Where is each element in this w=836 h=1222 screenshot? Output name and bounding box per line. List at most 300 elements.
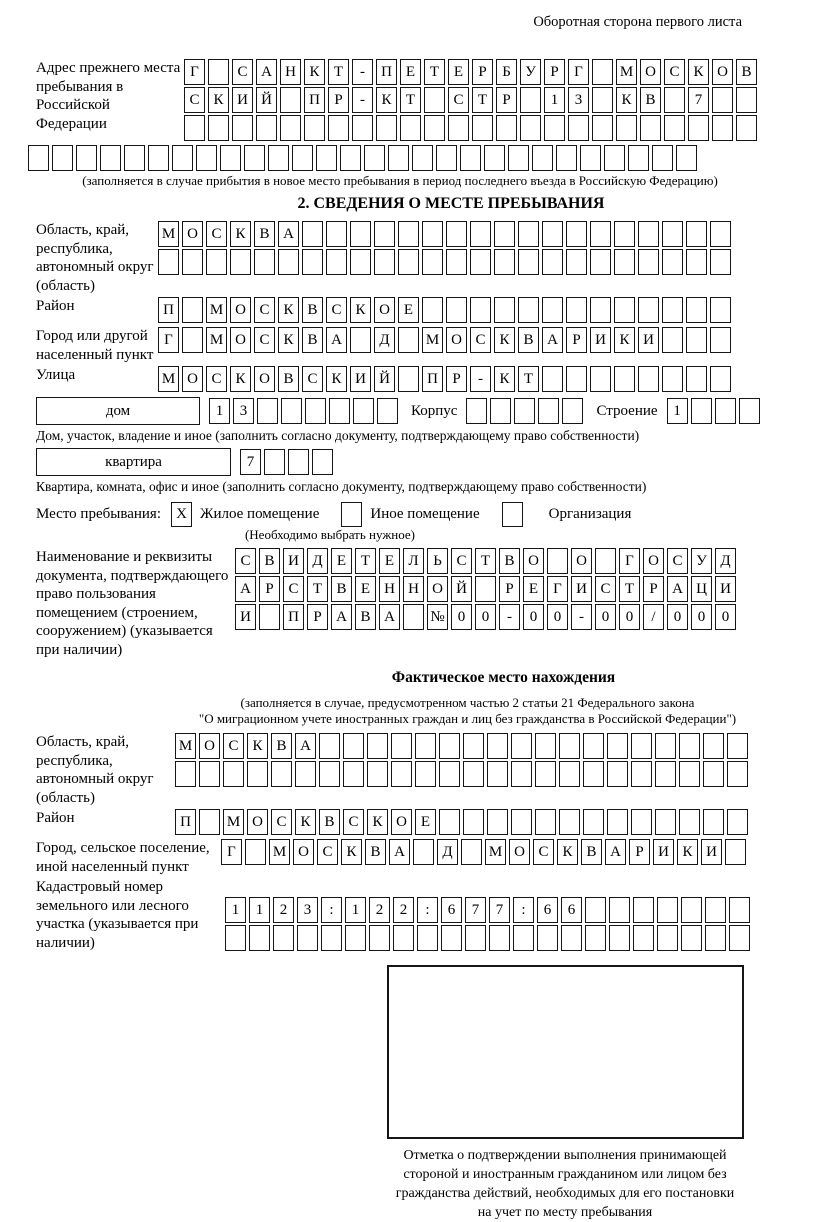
char-cell	[686, 327, 707, 353]
char-cell	[264, 449, 285, 475]
char-cell: М	[223, 809, 244, 835]
residential-label: Жилое помещение	[200, 506, 320, 522]
char-cell	[686, 297, 707, 323]
char-cell: 7	[489, 897, 510, 923]
char-cell: 1	[544, 87, 565, 113]
char-cell: 1	[345, 897, 366, 923]
char-cell: О	[643, 548, 664, 574]
char-cell	[590, 366, 611, 392]
street-group	[36, 366, 800, 394]
char-cell	[727, 733, 748, 759]
char-cell	[514, 398, 535, 424]
house-note: Дом, участок, владение и иное (заполнить согласно документу, подтверждающему право собственности)	[36, 428, 640, 443]
char-cell	[592, 115, 613, 141]
char-cell: 6	[441, 897, 462, 923]
char-cell: Б	[496, 59, 517, 85]
char-cell: М	[206, 297, 227, 323]
char-cell	[710, 221, 731, 247]
char-cell	[470, 221, 491, 247]
char-cell: О	[293, 839, 314, 865]
char-cell: Е	[379, 548, 400, 574]
char-cell: Е	[331, 548, 352, 574]
char-cell	[559, 809, 580, 835]
char-cell	[326, 221, 347, 247]
char-cell	[182, 327, 203, 353]
char-cell	[607, 733, 628, 759]
char-cell	[319, 733, 340, 759]
char-cell	[703, 733, 724, 759]
char-cell	[712, 87, 733, 113]
char-cell: М	[158, 366, 179, 392]
char-cell	[566, 297, 587, 323]
char-cell	[518, 221, 539, 247]
char-cell: С	[533, 839, 554, 865]
previous-address-label: Адрес прежнего места пребывания в Российской Федерации	[36, 60, 181, 132]
char-cell: У	[691, 548, 712, 574]
char-cell	[604, 145, 625, 171]
char-cell	[631, 809, 652, 835]
char-cell	[417, 925, 438, 951]
char-cell	[511, 761, 532, 787]
stamp-caption-line-1: Отметка о подтверждении выполнения принимающей	[403, 1148, 727, 1163]
char-cell	[369, 925, 390, 951]
char-cell	[312, 449, 333, 475]
actual-district-row	[175, 809, 751, 836]
char-cell	[461, 839, 482, 865]
previous-address-row-4	[28, 145, 800, 172]
actual-city-row	[221, 839, 749, 866]
cadastral-row-1	[225, 897, 753, 924]
char-cell	[225, 925, 246, 951]
char-cell	[466, 398, 487, 424]
char-cell: П	[304, 87, 325, 113]
char-cell: В	[319, 809, 340, 835]
char-cell	[271, 761, 292, 787]
char-cell: В	[259, 548, 280, 574]
char-cell	[470, 297, 491, 323]
char-cell	[640, 115, 661, 141]
char-cell	[655, 761, 676, 787]
char-cell: Д	[715, 548, 736, 574]
char-cell	[393, 925, 414, 951]
char-cell: 0	[715, 604, 736, 630]
char-cell: К	[688, 59, 709, 85]
char-cell	[256, 115, 277, 141]
char-cell	[304, 115, 325, 141]
char-cell	[585, 897, 606, 923]
char-cell	[388, 145, 409, 171]
char-cell: К	[557, 839, 578, 865]
char-cell	[487, 761, 508, 787]
char-cell	[326, 249, 347, 275]
page-side-note: Оборотная сторона первого листа	[533, 14, 742, 30]
house-number-cells	[209, 398, 401, 425]
district-label: Район	[36, 298, 75, 314]
char-cell: Е	[400, 59, 421, 85]
char-cell	[208, 115, 229, 141]
char-cell	[568, 115, 589, 141]
char-cell	[518, 249, 539, 275]
char-cell: К	[614, 327, 635, 353]
other-premises-label: Иное помещение	[370, 506, 480, 522]
char-cell	[614, 249, 635, 275]
document-cells	[235, 548, 739, 632]
char-cell: 1	[249, 897, 270, 923]
previous-address-row-1	[184, 59, 760, 86]
char-cell	[345, 925, 366, 951]
char-cell: В	[640, 87, 661, 113]
char-cell	[556, 145, 577, 171]
char-cell	[607, 761, 628, 787]
char-cell	[518, 297, 539, 323]
residential-checkbox: X	[171, 502, 192, 527]
char-cell: О	[254, 366, 275, 392]
char-cell	[547, 548, 568, 574]
char-cell: 7	[465, 897, 486, 923]
char-cell	[439, 809, 460, 835]
char-cell: О	[712, 59, 733, 85]
char-cell	[681, 925, 702, 951]
char-cell: О	[182, 366, 203, 392]
char-cell: Е	[398, 297, 419, 323]
char-cell: В	[499, 548, 520, 574]
organization-label: Организация	[548, 506, 632, 522]
char-cell	[340, 145, 361, 171]
char-cell	[377, 398, 398, 424]
char-cell: М	[158, 221, 179, 247]
char-cell	[321, 925, 342, 951]
previous-address-group	[36, 59, 800, 143]
char-cell	[710, 366, 731, 392]
char-cell: Н	[280, 59, 301, 85]
char-cell	[562, 398, 583, 424]
char-cell: О	[230, 297, 251, 323]
char-cell: 0	[475, 604, 496, 630]
char-cell: В	[331, 576, 352, 602]
char-cell: :	[417, 897, 438, 923]
char-cell	[400, 115, 421, 141]
char-cell	[172, 145, 193, 171]
char-cell	[148, 145, 169, 171]
char-cell	[614, 366, 635, 392]
char-cell: С	[283, 576, 304, 602]
char-cell: -	[352, 59, 373, 85]
char-cell: Г	[568, 59, 589, 85]
char-cell: Г	[619, 548, 640, 574]
char-cell	[508, 145, 529, 171]
char-cell	[415, 733, 436, 759]
street-row	[158, 366, 734, 393]
char-cell	[535, 733, 556, 759]
char-cell: Т	[475, 548, 496, 574]
char-cell	[350, 249, 371, 275]
char-cell	[664, 115, 685, 141]
street-label: Улица	[36, 367, 76, 383]
char-cell	[662, 221, 683, 247]
char-cell: С	[184, 87, 205, 113]
char-cell	[494, 297, 515, 323]
char-cell: А	[331, 604, 352, 630]
char-cell	[715, 398, 736, 424]
char-cell: Й	[374, 366, 395, 392]
char-cell	[463, 733, 484, 759]
char-cell: М	[206, 327, 227, 353]
char-cell	[712, 115, 733, 141]
char-cell	[590, 249, 611, 275]
region-label: Область, край, республика, автономный округ (область)	[36, 222, 154, 294]
char-cell	[280, 87, 301, 113]
char-cell	[705, 925, 726, 951]
char-cell	[739, 398, 760, 424]
char-cell	[585, 925, 606, 951]
char-cell	[566, 249, 587, 275]
char-cell	[736, 87, 757, 113]
char-cell	[676, 145, 697, 171]
char-cell	[487, 733, 508, 759]
char-cell: Р	[643, 576, 664, 602]
char-cell: 0	[691, 604, 712, 630]
char-cell	[628, 145, 649, 171]
char-cell	[657, 925, 678, 951]
char-cell	[686, 249, 707, 275]
char-cell: А	[389, 839, 410, 865]
char-cell: Ц	[691, 576, 712, 602]
char-cell: Г	[547, 576, 568, 602]
char-cell: 2	[273, 897, 294, 923]
char-cell: Н	[379, 576, 400, 602]
char-cell: Е	[523, 576, 544, 602]
char-cell: :	[513, 897, 534, 923]
char-cell	[398, 221, 419, 247]
stamp-caption-line-4: на учет по месту пребывания	[477, 1205, 653, 1220]
cadastral-row-2	[225, 925, 753, 952]
char-cell: 0	[451, 604, 472, 630]
char-cell: С	[317, 839, 338, 865]
char-cell: 2	[369, 897, 390, 923]
char-cell: Г	[184, 59, 205, 85]
char-cell	[403, 604, 424, 630]
char-cell: К	[616, 87, 637, 113]
city-row	[158, 327, 734, 354]
char-cell	[679, 761, 700, 787]
char-cell: О	[182, 221, 203, 247]
char-cell	[460, 145, 481, 171]
previous-address-row-3	[184, 115, 760, 142]
char-cell: Т	[424, 59, 445, 85]
char-cell	[158, 249, 179, 275]
char-cell: -	[470, 366, 491, 392]
char-cell: М	[422, 327, 443, 353]
char-cell	[559, 761, 580, 787]
char-cell: 0	[595, 604, 616, 630]
char-cell: В	[302, 297, 323, 323]
char-cell	[391, 761, 412, 787]
char-cell: А	[605, 839, 626, 865]
document-row-1	[235, 548, 739, 575]
char-cell	[254, 249, 275, 275]
char-cell	[52, 145, 73, 171]
char-cell: А	[235, 576, 256, 602]
char-cell: Р	[328, 87, 349, 113]
actual-city-group	[36, 839, 800, 876]
char-cell	[175, 761, 196, 787]
char-cell	[657, 897, 678, 923]
char-cell: П	[175, 809, 196, 835]
char-cell	[542, 221, 563, 247]
char-cell	[232, 115, 253, 141]
char-cell: О	[427, 576, 448, 602]
region-row-1	[158, 221, 734, 248]
confirmation-stamp-area	[350, 965, 780, 1222]
char-cell	[124, 145, 145, 171]
char-cell	[367, 733, 388, 759]
char-cell	[412, 145, 433, 171]
char-cell	[681, 897, 702, 923]
char-cell	[208, 59, 229, 85]
stroenie-cells	[667, 398, 763, 425]
char-cell: К	[494, 366, 515, 392]
char-cell	[463, 809, 484, 835]
char-cell: К	[677, 839, 698, 865]
char-cell: С	[451, 548, 472, 574]
char-cell	[688, 115, 709, 141]
char-cell	[607, 809, 628, 835]
char-cell: О	[391, 809, 412, 835]
char-cell	[316, 145, 337, 171]
char-cell: К	[230, 366, 251, 392]
char-cell	[487, 809, 508, 835]
char-cell	[590, 297, 611, 323]
district-group	[36, 297, 800, 325]
char-cell	[424, 115, 445, 141]
char-cell: В	[271, 733, 292, 759]
char-cell	[223, 761, 244, 787]
char-cell: Л	[403, 548, 424, 574]
char-cell: О	[523, 548, 544, 574]
char-cell	[494, 221, 515, 247]
char-cell: С	[595, 576, 616, 602]
char-cell	[583, 761, 604, 787]
char-cell	[686, 221, 707, 247]
char-cell	[638, 297, 659, 323]
char-cell: А	[295, 733, 316, 759]
char-cell	[465, 925, 486, 951]
char-cell	[729, 925, 750, 951]
char-cell	[544, 115, 565, 141]
document-row-3	[235, 604, 739, 631]
char-cell	[703, 761, 724, 787]
char-cell	[490, 398, 511, 424]
char-cell: 7	[688, 87, 709, 113]
char-cell	[561, 925, 582, 951]
char-cell: Е	[355, 576, 376, 602]
char-cell: Т	[619, 576, 640, 602]
char-cell	[352, 115, 373, 141]
char-cell	[655, 733, 676, 759]
stroenie-label: Строение	[596, 402, 658, 419]
char-cell: К	[367, 809, 388, 835]
char-cell	[463, 761, 484, 787]
char-cell	[691, 398, 712, 424]
char-cell: И	[235, 604, 256, 630]
char-cell	[343, 733, 364, 759]
char-cell	[662, 249, 683, 275]
char-cell: И	[701, 839, 722, 865]
char-cell	[532, 145, 553, 171]
char-cell	[489, 925, 510, 951]
actual-location-title: Фактическое место нахождения	[391, 669, 616, 686]
char-cell: С	[232, 59, 253, 85]
confirmation-stamp-box	[387, 965, 744, 1139]
char-cell	[559, 733, 580, 759]
char-cell	[184, 115, 205, 141]
char-cell	[542, 297, 563, 323]
city-label: Город или другой населенный пункт	[36, 328, 154, 363]
char-cell	[609, 925, 630, 951]
char-cell	[367, 761, 388, 787]
char-cell	[182, 297, 203, 323]
char-cell: Т	[328, 59, 349, 85]
char-cell: /	[643, 604, 664, 630]
char-cell: О	[446, 327, 467, 353]
char-cell: К	[376, 87, 397, 113]
char-cell	[413, 839, 434, 865]
char-cell	[278, 249, 299, 275]
apartment-row	[36, 448, 800, 476]
char-cell: В	[278, 366, 299, 392]
char-cell: 0	[523, 604, 544, 630]
char-cell	[725, 839, 746, 865]
char-cell	[566, 366, 587, 392]
char-cell	[662, 366, 683, 392]
cadastral-cells	[225, 878, 753, 953]
region-row-2	[158, 249, 734, 276]
char-cell: К	[295, 809, 316, 835]
char-cell: К	[341, 839, 362, 865]
actual-region-cells	[175, 733, 751, 789]
char-cell	[441, 925, 462, 951]
char-cell: С	[254, 327, 275, 353]
char-cell	[302, 221, 323, 247]
other-premises-checkbox	[341, 502, 362, 527]
char-cell	[422, 249, 443, 275]
char-cell	[484, 145, 505, 171]
char-cell: -	[571, 604, 592, 630]
char-cell: Д	[307, 548, 328, 574]
stay-type-label: Место пребывания:	[36, 506, 161, 522]
char-cell: 3	[297, 897, 318, 923]
char-cell: Р	[259, 576, 280, 602]
char-cell: А	[278, 221, 299, 247]
char-cell: М	[175, 733, 196, 759]
char-cell: И	[232, 87, 253, 113]
char-cell: Н	[403, 576, 424, 602]
char-cell: С	[302, 366, 323, 392]
char-cell: 2	[393, 897, 414, 923]
char-cell: Т	[472, 87, 493, 113]
char-cell: И	[590, 327, 611, 353]
char-cell	[245, 839, 266, 865]
char-cell	[470, 249, 491, 275]
char-cell: С	[206, 221, 227, 247]
char-cell	[616, 115, 637, 141]
char-cell	[705, 897, 726, 923]
char-cell: И	[638, 327, 659, 353]
organization-checkbox	[502, 502, 523, 527]
char-cell: 0	[667, 604, 688, 630]
house-box-label: дом	[36, 397, 200, 425]
char-cell	[614, 221, 635, 247]
